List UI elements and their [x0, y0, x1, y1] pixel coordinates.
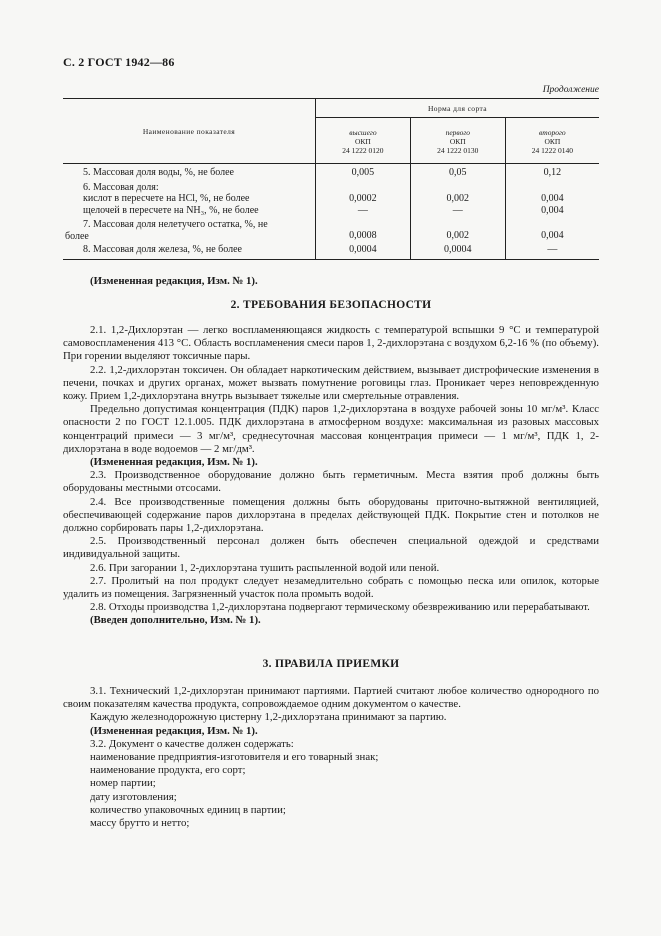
- list-intro: 3.2. Документ о качестве должен содержать:: [90, 737, 294, 750]
- paragraph: 2.2. 1,2-дихлорэтан токсичен. Он обладает наркотическим действием, вызывает дистрофические изменения в печени, почках и других органах, может вызвать помутнение роговицы глаз. Проникает через неповрежденную кожу. Прием 1,2-дихлорэтана внутрь вызывает тяжелые или смертельные отравления.: [63, 363, 599, 403]
- paragraph: 2.5. Производственный персонал должен быть обеспечен специальной одеждой и средствами индивидуальной защиты.: [63, 535, 599, 561]
- paragraph: 3.1. Технический 1,2-дихлорэтан принимают партиями. Партией считают любое количество однородного по своим показателям качества продукта, сопровождаемое одним документом о качестве.: [63, 685, 599, 711]
- amendment-note-1: [63, 275, 599, 288]
- row-value: 0,004: [541, 230, 564, 241]
- row-value: —: [505, 242, 599, 259]
- row-value-line: [316, 182, 410, 194]
- section-3-body: [63, 685, 599, 830]
- paragraph: 2.1. 1,2-Дихлорэтан — легко воспламеняющаяся жидкость с температурой вспышки 9 °С и температурой самовоспламенения 413 °С. Область воспламенения смеси паров 1, 2-дихлорэтана с воздухом 6,2-16 % (по объему). При горении выделяют токсичные пары.: [63, 324, 599, 363]
- row-value-line: —: [452, 204, 463, 216]
- row-value-line: 0,0002: [349, 193, 377, 204]
- grade-name: второго: [539, 128, 566, 137]
- row-name: [63, 179, 316, 217]
- grade-header: [410, 118, 505, 164]
- grade-code: 24 1222 0140: [531, 146, 573, 155]
- list-item: наименование продукта, его сорт;: [90, 764, 246, 777]
- row-name: 8. Массовая доля железа, %, не более: [63, 242, 316, 259]
- row-value: 0,05: [410, 164, 505, 179]
- table-row: [63, 216, 599, 242]
- column-header-name: Наименование показателя: [63, 99, 316, 164]
- row-name-line: более: [65, 230, 89, 242]
- row-value-line: [411, 182, 505, 194]
- grade-name: первого: [445, 128, 470, 137]
- grade-code-label: ОКП: [355, 137, 371, 146]
- paragraph: Каждую железнодорожную цистерну 1,2-дихлорэтана принимают за партию.: [90, 711, 447, 724]
- paragraph: 2.6. При загорании 1, 2-дихлорэтана тушить распыленной водой или пеной.: [90, 561, 440, 574]
- row-value-line: 0,004: [541, 204, 564, 216]
- row-value: 0,002: [410, 216, 505, 242]
- grade-header: [505, 118, 599, 164]
- row-name-line: щелочей в пересчете на NH₃, %, не более: [83, 204, 259, 216]
- list-item: массу брутто и нетто;: [90, 817, 190, 830]
- continuation-label: Продолжение: [542, 85, 599, 95]
- row-value: [316, 179, 411, 217]
- row-name-line: 7. Массовая доля нелетучего остатка, %, не: [83, 219, 268, 230]
- row-name: [63, 216, 316, 242]
- row-value: 0,12: [543, 167, 562, 178]
- list-item: наименование предприятия-изготовителя и его товарный знак;: [90, 751, 379, 764]
- norms-table: [63, 98, 599, 260]
- list-item: номер партии;: [90, 777, 156, 790]
- amendment-note: (Измененная редакция, Изм. № 1).: [90, 275, 258, 287]
- section-2-body: [63, 324, 599, 628]
- section-2-title: 2. ТРЕБОВАНИЯ БЕЗОПАСНОСТИ: [230, 299, 432, 311]
- table-row: [63, 164, 599, 179]
- row-value-line: [506, 182, 599, 194]
- grade-header: [316, 118, 411, 164]
- row-value: [505, 179, 599, 217]
- row-value: [410, 179, 505, 217]
- column-header-group: Норма для сорта: [316, 99, 600, 118]
- paragraph: 2.8. Отходы производства 1,2-дихлорэтана подвергают термическому обезвреживанию или перерабатывают.: [90, 601, 590, 614]
- amendment-note: (Измененная редакция, Изм. № 1).: [90, 456, 258, 469]
- section-3-title: 3. ПРАВИЛА ПРИЕМКИ: [262, 658, 400, 670]
- row-name: 5. Массовая доля воды, %, не более: [63, 164, 316, 179]
- list-item: количество упаковочных единиц в партии;: [90, 803, 286, 816]
- grade-code-label: ОКП: [544, 137, 561, 146]
- grade-code: 24 1222 0120: [342, 146, 384, 155]
- row-value: 0,0004: [316, 242, 411, 259]
- row-value: 0,0008: [316, 216, 411, 242]
- row-value-line: —: [357, 204, 368, 216]
- row-name-line: кислот в пересчете на HCl, %, не более: [83, 193, 250, 204]
- added-note: (Введен дополнительно, Изм. № 1).: [90, 614, 261, 627]
- paragraph: 2.4. Все производственные помещения должны быть оборудованы приточно-вытяжной вентиляцией, обеспечивающей содержание паров дихлорэтана в пределах действующей ПДК. Покрытие стен и потолков не должно сорбировать пары 1,2-дихлорэтана.: [63, 495, 599, 535]
- list-item: дату изготовления;: [90, 790, 177, 803]
- paragraph: 2.3. Производственное оборудование должно быть герметичным. Места взятия проб должны быть оборудованы местными отсосами.: [63, 469, 599, 495]
- page-header: С. 2 ГОСТ 1942—86: [63, 55, 175, 69]
- grade-code: 24 1222 0130: [437, 146, 479, 155]
- paragraph: Предельно допустимая концентрация (ПДК) паров 1,2-дихлорэтана в воздухе рабочей зоны 10 мг/м³. Класс опасности 2 по ГОСТ 12.1.005. ПДК дихлорэтана в атмосферном воздухе: максимальная из разовых массовых концентраций примеси — 3 мг/м³, среднесуточная массовая концентрация примеси — 1 мг/м³, ПДК 1, 2-дихлорэтана в воде водоемов — 2 мг/дм³.: [63, 403, 599, 455]
- row-value: 0,0004: [410, 242, 505, 259]
- grade-code-label: ОКП: [449, 137, 466, 146]
- row-value-line: 0,004: [541, 193, 564, 204]
- amendment-note: (Измененная редакция, Изм. № 1).: [90, 724, 258, 737]
- row-name-line: 6. Массовая доля:: [83, 181, 159, 193]
- grade-name: высшего: [349, 128, 377, 137]
- paragraph: 2.7. Пролитый на пол продукт следует незамедлительно собрать с помощью песка или опилок, которые удалить из помещения. Загрязненный участок пола промыть водой.: [63, 574, 599, 601]
- table-row: [63, 242, 599, 259]
- row-value-line: 0,002: [446, 193, 470, 204]
- table-row: [63, 179, 599, 217]
- row-value: 0,005: [316, 164, 411, 179]
